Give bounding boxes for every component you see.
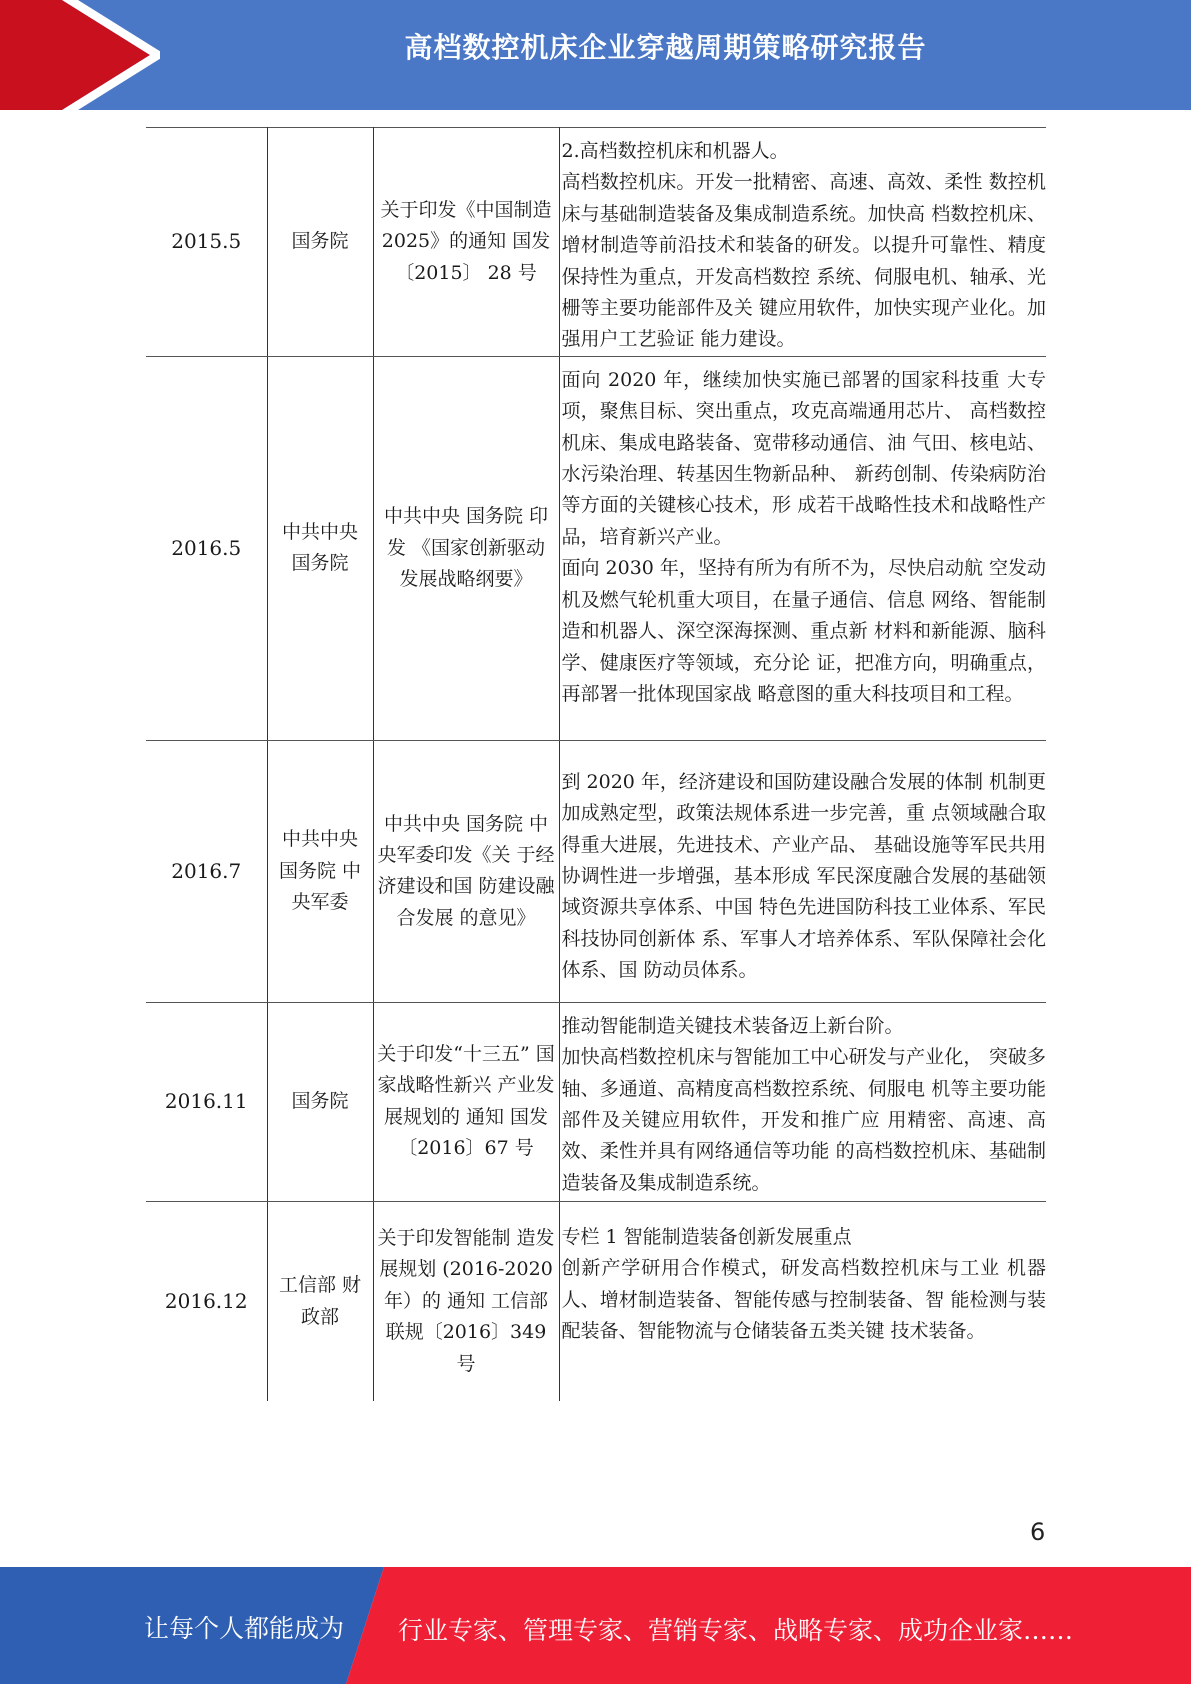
row-issuer: 国务院 [267, 1002, 373, 1201]
row-issuer: 中共中央 国务院 中央军委 [267, 740, 373, 1002]
table-row [146, 128, 1046, 357]
content-paragraph: 加快高档数控机床与智能加工中心研发与产业化， 突破多轴、多通道、高精度高档数控系统、伺服电 机等主要功能部件及关键应用软件，开发和推广应 用精密、高速、高效、柔性并具有网络通信等功能 的高档数控机床、基础制造装备及集成制造系统。 [561, 1046, 1046, 1194]
page-header [0, 0, 1191, 110]
row-content [559, 1002, 1046, 1201]
row-date: 2015.5 [146, 128, 267, 357]
row-content [559, 356, 1046, 740]
row-date: 2016.7 [146, 740, 267, 1002]
table-row [146, 740, 1046, 1002]
content-paragraph: 高档数控机床。开发一批精密、高速、高效、柔性 数控机床与基础制造装备及集成制造系统。加快高 档数控机床、增材制造等前沿技术和装备的研发。以提升可靠性、精度保持性为重点，开发高档数控 系统、伺服电机、轴承、光栅等主要功能部件及关 键应用软件，加快实现产业化。加强用户工艺验证 能力建设。 [561, 171, 1046, 351]
row-issuer: 工信部 财政部 [267, 1201, 373, 1401]
content-paragraph: 专栏 1 智能制造装备创新发展重点 [561, 1225, 852, 1248]
row-document: 关于印发智能制 造发展规划 (2016-2020 年）的 通知 工信部联规〔2016〕349 号 [373, 1201, 559, 1401]
content-paragraph: 到 2020 年，经济建设和国防建设融合发展的体制 机制更加成熟定型，政策法规体系进一步完善，重 点领域融合取得重大进展，先进技术、产业产品、 基础设施等军民共用协调性进一步增强，基本形成 军民深度融合发展的基础领域资源共享体系、中国 特色先进国防科技工业体系、军民科技协同创新体 系、军事人才培养体系、军队保障社会化体系、国 防动员体系。 [561, 770, 1046, 982]
row-issuer: 国务院 [267, 128, 373, 357]
footer-slogan-right: 行业专家、管理专家、营销专家、战略专家、成功企业家…… [398, 1616, 1074, 1645]
content-paragraph: 创新产学研用合作模式，研发高档数控机床与工业 机器人、增材制造装备、智能传感与控制装备、智 能检测与装配装备、智能物流与仓储装备五类关键 技术装备。 [561, 1257, 1046, 1343]
footer-slogan-left: 让每个人都能成为 [144, 1614, 345, 1643]
row-document: 中共中央 国务院 印发 《国家创新驱动 发展战略纲要》 [373, 356, 559, 740]
row-date: 2016.12 [146, 1201, 267, 1401]
row-document: 中共中央 国务院 中央军委印发《关 于经济建设和国 防建设融合发展 的意见》 [373, 740, 559, 1002]
table-row [146, 1002, 1046, 1201]
report-title: 高档数控机床企业穿越周期策略研究报告 [404, 31, 927, 64]
row-date: 2016.11 [146, 1002, 267, 1201]
row-issuer: 中共中央 国务院 [267, 356, 373, 740]
table-row [146, 356, 1046, 740]
page-number: 6 [1030, 1518, 1046, 1546]
row-document: 关于印发《中国制造 2025》的通知 国发〔2015〕 28 号 [373, 128, 559, 357]
policy-table [146, 127, 1046, 1401]
table-row [146, 1201, 1046, 1401]
content-paragraph: 推动智能制造关键技术装备迈上新台阶。 [561, 1014, 904, 1037]
content-paragraph: 面向 2020 年，继续加快实施已部署的国家科技重 大专项，聚焦目标、突出重点，攻克高端通用芯片、 高档数控机床、集成电路装备、宽带移动通信、油 气田、核电站、水污染治理、转基因生物新品种、 新药创制、传染病防治等方面的关键核心技术，形 成若干战略性技术和战略性产品，培育新兴产业。 [561, 368, 1046, 548]
row-content [559, 740, 1046, 1002]
header-arrow-icon [0, 0, 160, 110]
content-paragraph: 2.高档数控机床和机器人。 [561, 140, 789, 162]
row-document: 关于印发“十三五” 国家战略性新兴 产业发展规划的 通知 国发〔2016〕67 号 [373, 1002, 559, 1201]
row-content [559, 128, 1046, 357]
row-date: 2016.5 [146, 356, 267, 740]
content-paragraph: 面向 2030 年，坚持有所为有所不为，尽快启动航 空发动机及燃气轮机重大项目，在量子通信、信息 网络、智能制造和机器人、深空深海探测、重点新 材料和新能源、脑科学、健康医疗等领域，充分论 证，把准方向，明确重点，再部署一批体现国家战 略意图的重大科技项目和工程。 [561, 557, 1046, 705]
row-content [559, 1201, 1046, 1401]
